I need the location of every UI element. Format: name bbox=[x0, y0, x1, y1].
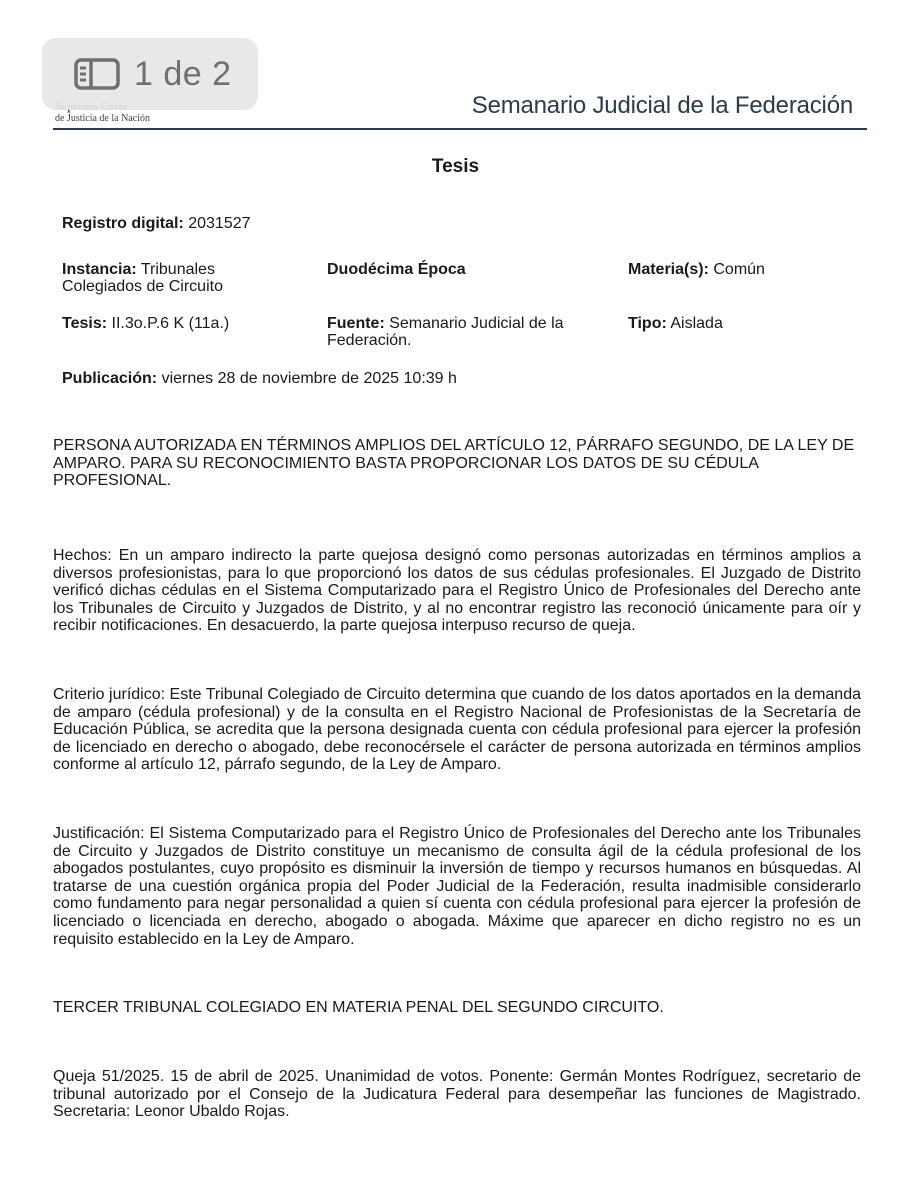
criterio-paragraph: Criterio jurídico: Este Tribunal Colegiado de Circuito determina que cuando de los datos aportados en la demanda de amparo (cédula profesional) y de la consulta en el Registro Nacional de Profesionistas de la Secretaría de Educación Pública, se acredita que la persona designada cuenta con cédula profesional para ejercer la profesión de licenciado en derecho o abogado, debe reconocérsele el carácter de persona autorizada en términos amplios conforme al artículo 12, párrafo segundo, de la Ley de Amparo. bbox=[53, 686, 861, 774]
tesis-label: Tesis: bbox=[62, 315, 108, 332]
precedente-paragraph: Queja 51/2025. 15 de abril de 2025. Unanimidad de votos. Ponente: Germán Montes Rodríguez, secretario de tribunal autorizado por el Consejo de la Judicatura Federal para desempeñar las funciones de Magistrado. Secretaria: Leonor Ubaldo Rojas. bbox=[53, 1068, 861, 1121]
justificacion-paragraph: Justificación: El Sistema Computarizado para el Registro Único de Profesionales del Derecho ante los Tribunales de Circuito y Juzgados de Distrito constituye un mecanismo de consulta ágil de la cédula profesional de los abogados postulantes, cuyo propósito es disminuir la inversión de tiempo y recursos humanos en búsquedas. Al tratarse de una cuestión orgánica propia del Poder Judicial de la Federación, resulta inadmisible considerarlo como fundamento para negar personalidad a quien sí cuenta con cédula profesional para ejercer la profesión de licenciado o licenciada en derecho, abogado o abogada. Máxime que aparecer en dicho registro no es un requisito establecido en la Ley de Amparo. bbox=[53, 825, 861, 948]
hechos-paragraph: Hechos: En un amparo indirecto la parte quejosa designó como personas autorizadas en términos amplios a diversos profesionistas, para lo que proporcionó los datos de sus cédulas profesionales. El Juzgado de Distrito verificó dichas cédulas en el Sistema Computarizado para el Registro Único de Profesionales del Derecho ante los Tribunales de Circuito y Juzgados de Distrito, y al no encontrar registro las reconoció únicamente para oír y recibir notificaciones. En desacuerdo, la parte quejosa interpuso recurso de queja. bbox=[53, 547, 861, 635]
tesis-value: II.3o.P.6 K (11a.) bbox=[111, 315, 230, 332]
tesis-rubro: PERSONA AUTORIZADA EN TÉRMINOS AMPLIOS DEL ARTÍCULO 12, PÁRRAFO SEGUNDO, DE LA LEY DE AMPARO. PARA SU RECONOCIMIENTO BASTA PROPORCIONAR LOS DATOS DE SU CÉDULA PROFESIONAL. bbox=[53, 437, 855, 490]
header-divider bbox=[53, 128, 867, 130]
publicacion-label: Publicación: bbox=[62, 370, 158, 387]
tipo-value: Aislada bbox=[670, 315, 723, 332]
registro-digital bbox=[62, 215, 251, 232]
fuente bbox=[327, 315, 607, 349]
logo-line2: de Justicia de la Nación bbox=[55, 113, 150, 124]
materia-value: Común bbox=[713, 261, 765, 278]
tipo-label: Tipo: bbox=[628, 315, 667, 332]
materia-label: Materia(s): bbox=[628, 261, 709, 278]
page-indicator[interactable] bbox=[42, 38, 258, 110]
registro-value: 2031527 bbox=[188, 215, 251, 232]
instancia bbox=[62, 261, 282, 295]
epoca bbox=[327, 261, 466, 278]
header-title: Semanario Judicial de la Federación bbox=[471, 92, 853, 119]
fuente-value: Semanario Judicial de la Federación. bbox=[327, 315, 564, 349]
tipo bbox=[628, 315, 723, 332]
materia bbox=[628, 261, 765, 278]
publicacion bbox=[62, 370, 457, 387]
tribunal-name: TERCER TRIBUNAL COLEGIADO EN MATERIA PENAL DEL SEGUNDO CIRCUITO. bbox=[53, 999, 664, 1016]
registro-label: Registro digital: bbox=[62, 215, 184, 232]
tesis-number bbox=[62, 315, 229, 332]
instancia-label: Instancia: bbox=[62, 261, 137, 278]
publicacion-value: viernes 28 de noviembre de 2025 10:39 h bbox=[161, 370, 457, 387]
page-count: 1 de 2 bbox=[134, 54, 232, 93]
epoca-value: Duodécima Época bbox=[327, 261, 466, 278]
sidebar-icon bbox=[74, 58, 120, 90]
page-title: Tesis bbox=[431, 156, 480, 177]
fuente-label: Fuente: bbox=[327, 315, 385, 332]
instancia-value: Tribunales Colegiados de Circuito bbox=[62, 261, 223, 295]
